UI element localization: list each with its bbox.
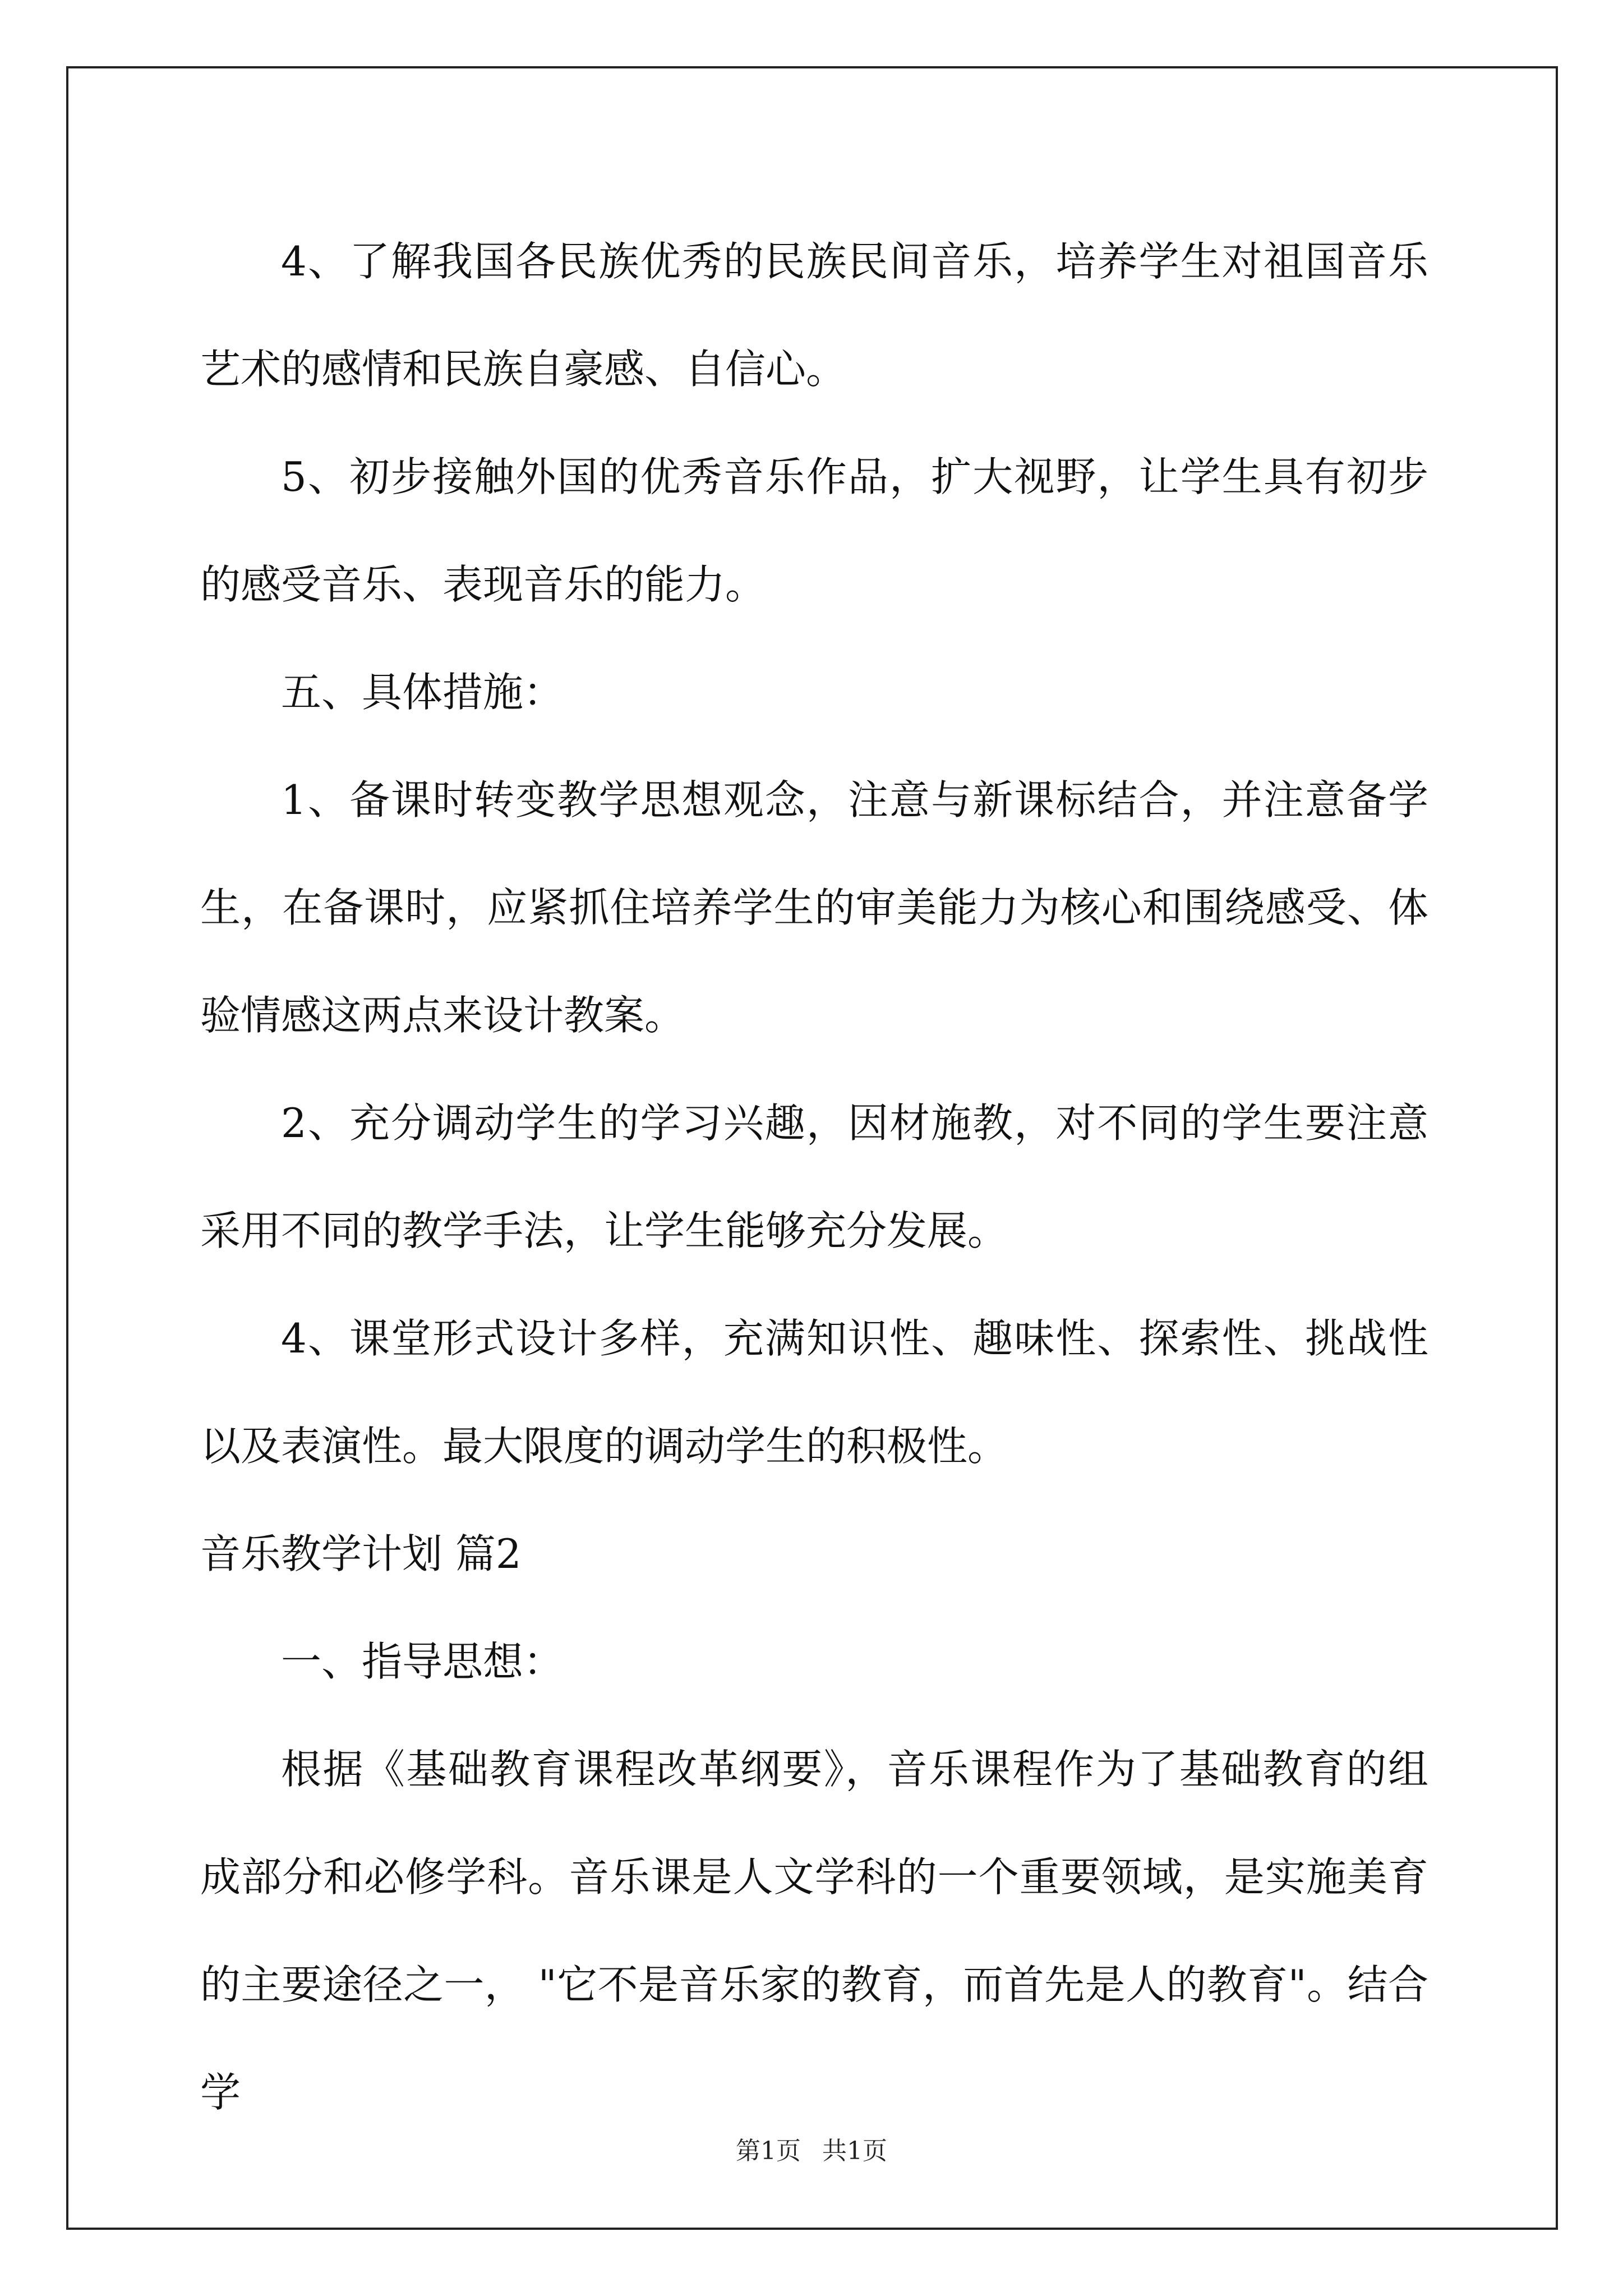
document-body — [200, 208, 1428, 2146]
paragraph-measure-4: 4、课堂形式设计多样，充满知识性、趣味性、探索性、挑战性以及表演性。最大限度的调动学生的积极性。 — [200, 1315, 1428, 1470]
paragraph-guiding: 根据《基础教育课程改革纲要》，音乐课程作为了基础教育的组成部分和必修学科。音乐课是人文学科的一个重要领域，是实施美育的主要途径之一， "它不是音乐家的教育，而首先是人的教育"。结合学 — [200, 1746, 1428, 2116]
page-footer — [0, 2134, 1623, 2168]
paragraph-item-4: 4、了解我国各民族优秀的民族民间音乐，培养学生对祖国音乐艺术的感情和民族自豪感、自信心。 — [200, 238, 1428, 393]
page-number: 第1页 — [736, 2137, 801, 2165]
section-heading-measures: 五、具体措施： — [281, 669, 564, 716]
paragraph-measure-2: 2、充分调动学生的学习兴趣，因材施教，对不同的学生要注意采用不同的教学手法，让学生能够充分发展。 — [200, 1099, 1428, 1254]
page-total: 共1页 — [822, 2137, 887, 2165]
paragraph-measure-1: 1、备课时转变教学思想观念，注意与新课标结合，并注意备学生，在备课时，应紧抓住培养学生的审美能力为核心和围绕感受、体验情感这两点来设计教案。 — [200, 776, 1428, 1039]
section-heading-guiding: 一、指导思想： — [281, 1638, 564, 1685]
article-title: 音乐教学计划 篇2 — [200, 1530, 522, 1577]
paragraph-item-5: 5、初步接触外国的优秀音乐作品，扩大视野，让学生具有初步的感受音乐、表现音乐的能力。 — [200, 453, 1428, 608]
